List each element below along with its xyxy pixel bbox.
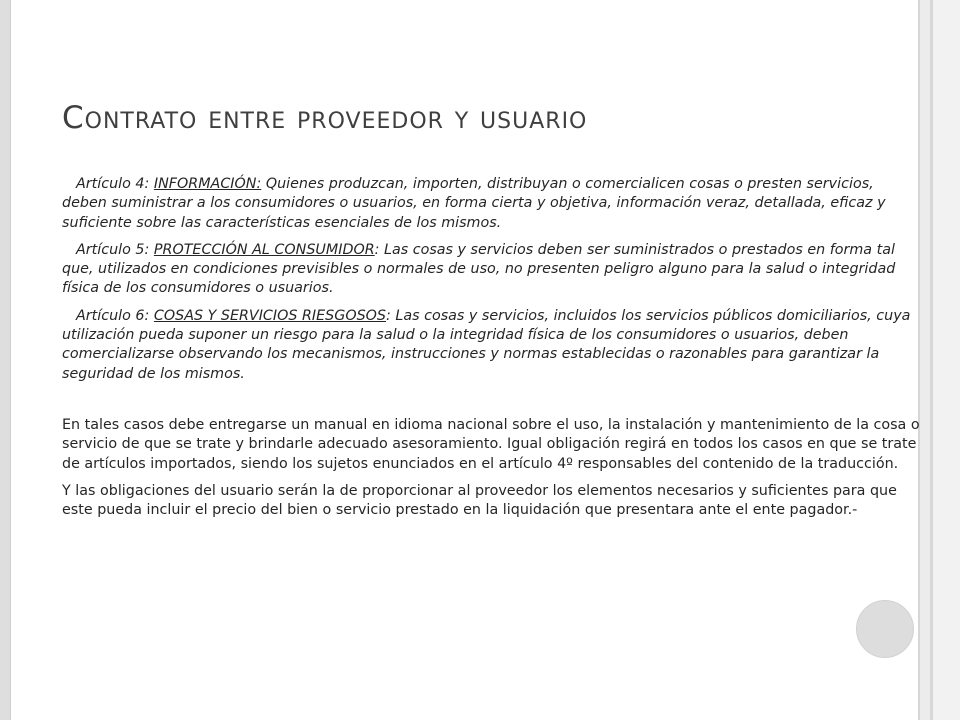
slide-content: [62, 175, 920, 528]
article-5-paragraph: [62, 241, 920, 299]
article-4-text: Quienes produzcan, importen, distribuyan o comercialicen cosas o presten servicios, deben suministrar a los consumidores o usuarios, en forma cierta y objetiva, información veraz, detallada, eficaz y suficiente sobre las características esenciales de los mismos.: [62, 176, 886, 231]
article-6-prefix: Artículo 6:: [76, 307, 154, 324]
manual-paragraph-text: En tales casos debe entregarse un manual en idioma nacional sobre el uso, la instalación y mantenimiento de la cosa o servicio de que se trate y brindarle adecuado asesoramiento. Igual obligación regirá en todos los casos en que se trate de artículos importados, siendo los sujetos enunciados en el artículo 4º responsables del contenido de la traducción.: [62, 416, 920, 472]
slide-title: Contrato entre proveedor y usuario: [62, 100, 588, 136]
right-border-band: [933, 0, 960, 720]
article-4-heading: INFORMACIÓN:: [153, 176, 262, 192]
decorative-circle: [856, 600, 914, 658]
paragraph-spacer: [62, 392, 920, 416]
article-4-paragraph: [62, 175, 920, 233]
article-6-text: : Las cosas y servicios, incluidos los servicios públicos domiciliarios, cuya utilización pueda suponer un riesgo para la salud o la integridad física de los consumidores o usuarios, deben comercializarse observando los mecanismos, instrucciones y normas establecidas o razonables para garantizar la seguridad de los mismos.: [62, 307, 911, 382]
article-5-heading: PROTECCIÓN AL CONSUMIDOR: [153, 241, 375, 258]
manual-paragraph: [62, 416, 920, 474]
article-5-prefix: Artículo 5:: [76, 241, 154, 258]
obligations-paragraph: [62, 482, 920, 521]
article-4-prefix: Artículo 4:: [76, 176, 154, 192]
article-6-heading: COSAS Y SERVICIOS RIESGOSOS: [153, 307, 386, 324]
right-border-strip: [920, 0, 930, 720]
article-6-paragraph: [62, 307, 920, 384]
article-5-text: : Las cosas y servicios deben ser suministrados o prestados en forma tal que, utilizados en condiciones previsibles o normales de uso, no presenten peligro alguno para la salud o integridad física de los consumidores o usuarios.: [62, 241, 896, 297]
obligations-paragraph-text: Y las obligaciones del usuario serán la de proporcionar al proveedor los elementos necesarios y suficientes para que este pueda incluir el precio del bien o servicio prestado en la liquidación que presentara ante el ente pagador.-: [62, 482, 897, 519]
left-border-strip: [0, 0, 11, 720]
